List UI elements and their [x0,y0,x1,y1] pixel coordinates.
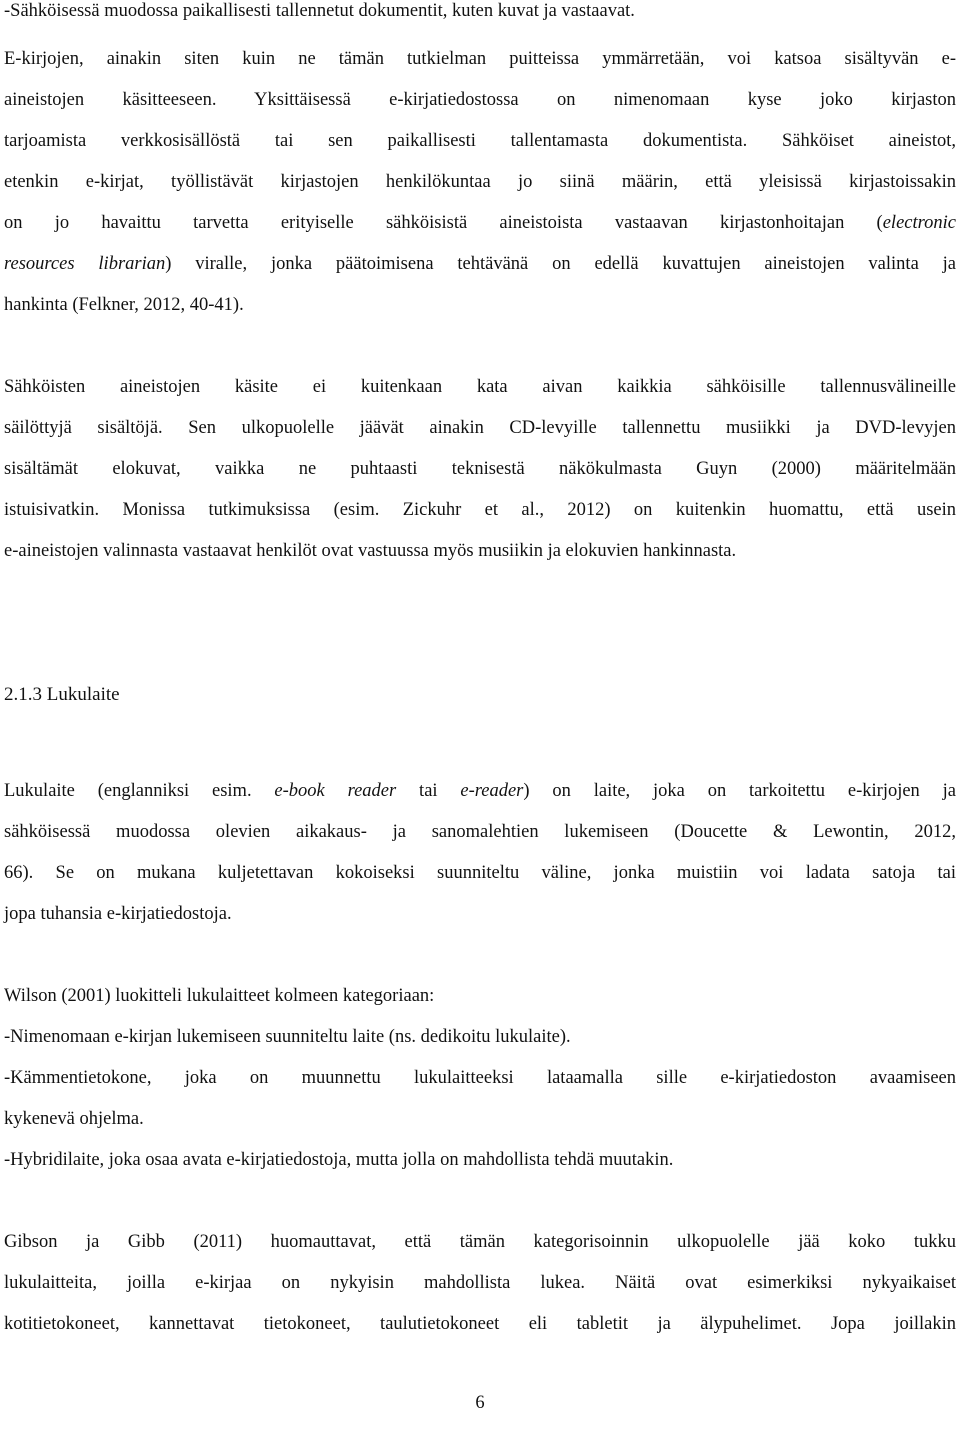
text-line: -Sähköisessä muodossa paikallisesti tallennetut dokumentit, kuten kuvat ja vastaavat. [4,1,635,21]
text-line: on jo havaittu tarvetta erityiselle sähköisistä aineistoista vastaavan kirjastonhoitajan (electronic [4,213,956,233]
text-line: säilöttyjä sisältöjä. Sen ulkopuolelle jäävät ainakin CD-levyille tallennettu musiikki ja DVD-levyjen [4,418,956,438]
text-line: Gibson ja Gibb (2011) huomauttavat, että tämän kategorisoinnin ulkopuolelle jää koko tukku [4,1232,956,1252]
list-item: -Kämmentietokone, joka on muunnettu lukulaitteeksi lataamalla sille e-kirjatiedoston avaamiseen [4,1068,956,1088]
text-line: kotitietokoneet, kannettavat tietokoneet, taulutietokoneet eli tabletit ja älypuhelimet. Jopa joillakin [4,1314,956,1334]
text-line: e-aineistojen valinnasta vastaavat henkilöt ovat vastuussa myös musiikin ja elokuvien hankinnasta. [4,541,737,561]
text-line: hankinta (Felkner, 2012, 40-41). [4,295,244,315]
text-line: Wilson (2001) luokitteli lukulaitteet kolmeen kategoriaan: [4,986,435,1006]
section-heading: 2.1.3 Lukulaite [4,684,120,705]
text-line: aineistojen käsitteeseen. Yksittäisessä e-kirjatiedostossa on nimenomaan kyse joko kirjaston [4,90,956,110]
text-line: sähköisessä muodossa olevien aikakaus- ja sanomalehtien lukemiseen (Doucette & Lewontin, 2012, [4,822,956,842]
text-line: sisältämät elokuvat, vaikka ne puhtaasti teknisestä näkökulmasta Guyn (2000) määritelmään [4,459,956,479]
list-item-continuation: kykenevä ohjelma. [4,1109,144,1129]
text-line: jopa tuhansia e-kirjatiedostoja. [4,904,232,924]
text-line: resources librarian) viralle, jonka päätoimisena tehtävänä on edellä kuvattujen aineistojen valinta ja [4,254,956,274]
list-item: -Hybridilaite, joka osaa avata e-kirjatiedostoja, mutta jolla on mahdollista tehdä muutakin. [4,1150,674,1170]
text-line: etenkin e-kirjat, työllistävät kirjastojen henkilökuntaa jo siinä määrin, että yleisissä kirjastoissakin [4,172,956,192]
text-line: istuisivatkin. Monissa tutkimuksissa (esim. Zickuhr et al., 2012) on kuitenkin huomattu, että usein [4,500,956,520]
text-line: lukulaitteita, joilla e-kirjaa on nykyisin mahdollista lukea. Näitä ovat esimerkiksi nykyaikaiset [4,1273,956,1293]
text-line: E-kirjojen, ainakin siten kuin ne tämän tutkielman puitteissa ymmärretään, voi katsoa sisältyvän e- [4,49,956,69]
text-line: 66). Se on mukana kuljetettavan kokoiseksi suunniteltu väline, jonka muistiin voi ladata satoja tai [4,863,956,883]
page-number: 6 [475,1393,485,1413]
text-line: Sähköisten aineistojen käsite ei kuitenkaan kata aivan kaikkia sähköisille tallennusvälineille [4,377,956,397]
text-line: Lukulaite (englanniksi esim. e-book reader tai e-reader) on laite, joka on tarkoitettu e-kirjojen ja [4,781,956,801]
text-line: tarjoamista verkkosisällöstä tai sen paikallisesti tallentamasta dokumentista. Sähköiset aineistot, [4,131,956,151]
list-item: -Nimenomaan e-kirjan lukemiseen suunniteltu laite (ns. dedikoitu lukulaite). [4,1027,571,1047]
